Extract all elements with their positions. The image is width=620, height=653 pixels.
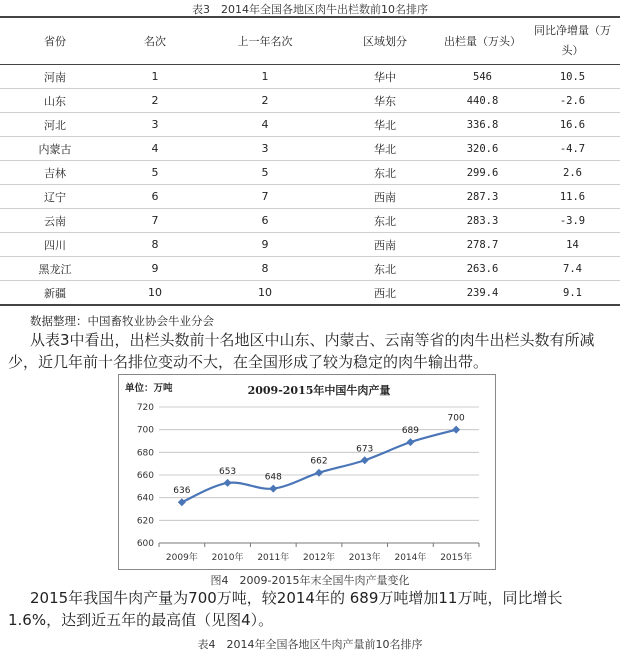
beef-production-chart — [118, 374, 496, 570]
table-cell: 8 — [110, 233, 200, 257]
col-region: 区域划分 — [330, 17, 440, 65]
table-cell: 9 — [200, 233, 330, 257]
y-tick-label: 600 — [136, 539, 154, 549]
data-point — [224, 479, 232, 487]
table4-caption: 表4 2014年全国各地区牛肉产量前10名排序 — [197, 638, 423, 651]
x-tick-label: 2011年 — [257, 553, 290, 563]
table-cell: 黑龙江 — [0, 257, 110, 281]
table-cell: 华东 — [330, 89, 440, 113]
table-cell: 4 — [200, 113, 330, 137]
table-cell: 云南 — [0, 209, 110, 233]
table-row — [0, 257, 620, 281]
table-cell: 16.6 — [525, 113, 620, 137]
table-cell: 9.1 — [525, 281, 620, 306]
data-label: 689 — [401, 426, 420, 437]
data-point — [452, 426, 460, 434]
table-cell: 6 — [110, 185, 200, 209]
table-row — [0, 65, 620, 89]
table-cell: 7.4 — [525, 257, 620, 281]
table-row — [0, 113, 620, 137]
table-cell: 440.8 — [440, 89, 525, 113]
table-cell: 东北 — [330, 257, 440, 281]
table-cell: -2.6 — [525, 89, 620, 113]
chart-title: 2009-2015年中国牛肉产量 — [247, 384, 391, 397]
data-point — [178, 498, 186, 506]
table-cell: 10 — [200, 281, 330, 306]
col-output: 出栏量（万头） — [440, 17, 525, 65]
table-cell: 辽宁 — [0, 185, 110, 209]
table-cell: 1 — [200, 65, 330, 89]
x-tick-label: 2015年 — [440, 553, 473, 563]
table-cell: 7 — [200, 185, 330, 209]
paragraph-1: 从表3中看出，出栏头数前十名地区中山东、内蒙古、云南等省的肉牛出栏头数有所减少，近几年前十名排位变动不大，在全国形成了较为稳定的肉牛输出带。 — [8, 331, 595, 371]
data-point — [315, 469, 323, 477]
table-row — [0, 161, 620, 185]
table-cell: 14 — [525, 233, 620, 257]
data-point — [361, 456, 369, 464]
table-cell: 287.3 — [440, 185, 525, 209]
table3 — [0, 16, 620, 306]
x-tick-label: 2009年 — [165, 553, 198, 563]
table-cell: 华中 — [330, 65, 440, 89]
table3-caption: 表3 2014年全国各地区肉牛出栏数前10名排序 — [192, 3, 428, 16]
table-cell: 9 — [110, 257, 200, 281]
col-rank: 名次 — [110, 17, 200, 65]
data-label: 673 — [356, 444, 374, 455]
table-cell: 283.3 — [440, 209, 525, 233]
col-prev-rank: 上一年名次 — [200, 17, 330, 65]
table-cell: 7 — [110, 209, 200, 233]
table3-header — [0, 17, 620, 65]
x-tick-label: 2010年 — [211, 553, 244, 563]
table-cell: 华北 — [330, 137, 440, 161]
table-cell: 10.5 — [525, 65, 620, 89]
table-cell: 3 — [200, 137, 330, 161]
table-cell: 东北 — [330, 209, 440, 233]
table-cell: 6 — [200, 209, 330, 233]
chart-svg — [119, 375, 495, 569]
table-cell: 1 — [110, 65, 200, 89]
table-cell: 2 — [110, 89, 200, 113]
table-row — [0, 185, 620, 209]
data-label: 653 — [218, 466, 237, 477]
table-cell: 西南 — [330, 233, 440, 257]
y-tick-label: 660 — [136, 471, 154, 481]
data-point — [269, 485, 277, 493]
table-row — [0, 281, 620, 306]
table-cell: 西北 — [330, 281, 440, 306]
data-point — [406, 438, 414, 446]
table-cell: 华北 — [330, 113, 440, 137]
table-cell: 2.6 — [525, 161, 620, 185]
table-cell: 8 — [200, 257, 330, 281]
table-cell: 山东 — [0, 89, 110, 113]
table-row — [0, 233, 620, 257]
data-label: 636 — [173, 486, 191, 497]
chart-unit-label: 单位：万吨 — [125, 383, 173, 394]
col-net-increase: 同比净增量（万头） — [525, 17, 620, 65]
y-tick-label: 680 — [136, 448, 154, 459]
y-tick-label: 620 — [136, 516, 154, 527]
y-tick-label: 640 — [136, 493, 154, 504]
table3-body — [0, 65, 620, 306]
data-label: 700 — [447, 413, 465, 424]
table-cell: 西南 — [330, 185, 440, 209]
x-tick-label: 2013年 — [348, 553, 381, 563]
table-cell: 3 — [110, 113, 200, 137]
y-tick-label: 720 — [136, 403, 154, 413]
col-province: 省份 — [0, 17, 110, 65]
table-cell: 299.6 — [440, 161, 525, 185]
table-cell: 内蒙古 — [0, 137, 110, 161]
table-cell: 5 — [110, 161, 200, 185]
table-cell: -3.9 — [525, 209, 620, 233]
table-cell: 239.4 — [440, 281, 525, 306]
table-cell: 11.6 — [525, 185, 620, 209]
x-tick-label: 2014年 — [394, 553, 427, 563]
figure4-caption: 图4 2009-2015年末全国牛肉产量变化 — [210, 574, 410, 587]
table-cell: 河南 — [0, 65, 110, 89]
table-row — [0, 209, 620, 233]
table-cell: 320.6 — [440, 137, 525, 161]
table-cell: 336.8 — [440, 113, 525, 137]
table-cell: 546 — [440, 65, 525, 89]
y-tick-label: 700 — [136, 425, 154, 436]
table-cell: 四川 — [0, 233, 110, 257]
table-cell: 吉林 — [0, 161, 110, 185]
data-label: 662 — [310, 456, 328, 467]
table-row — [0, 137, 620, 161]
table-cell: 新疆 — [0, 281, 110, 306]
table-cell: 5 — [200, 161, 330, 185]
table-cell: -4.7 — [525, 137, 620, 161]
table-cell: 河北 — [0, 113, 110, 137]
table-cell: 2 — [200, 89, 330, 113]
x-tick-label: 2012年 — [303, 553, 335, 563]
paragraph-2: 2015年我国牛肉产量为700万吨，较2014年的 689万吨增加11万吨，同比增长1.6%，达到近五年的最高值（见图4）。 — [8, 589, 563, 629]
table3-source: 数据整理：中国畜牧业协会牛业分会 — [30, 314, 214, 328]
table-cell: 278.7 — [440, 233, 525, 257]
table-cell: 263.6 — [440, 257, 525, 281]
table-cell: 10 — [110, 281, 200, 306]
data-label: 648 — [264, 472, 282, 483]
table-row — [0, 89, 620, 113]
table-cell: 4 — [110, 137, 200, 161]
table-cell: 东北 — [330, 161, 440, 185]
